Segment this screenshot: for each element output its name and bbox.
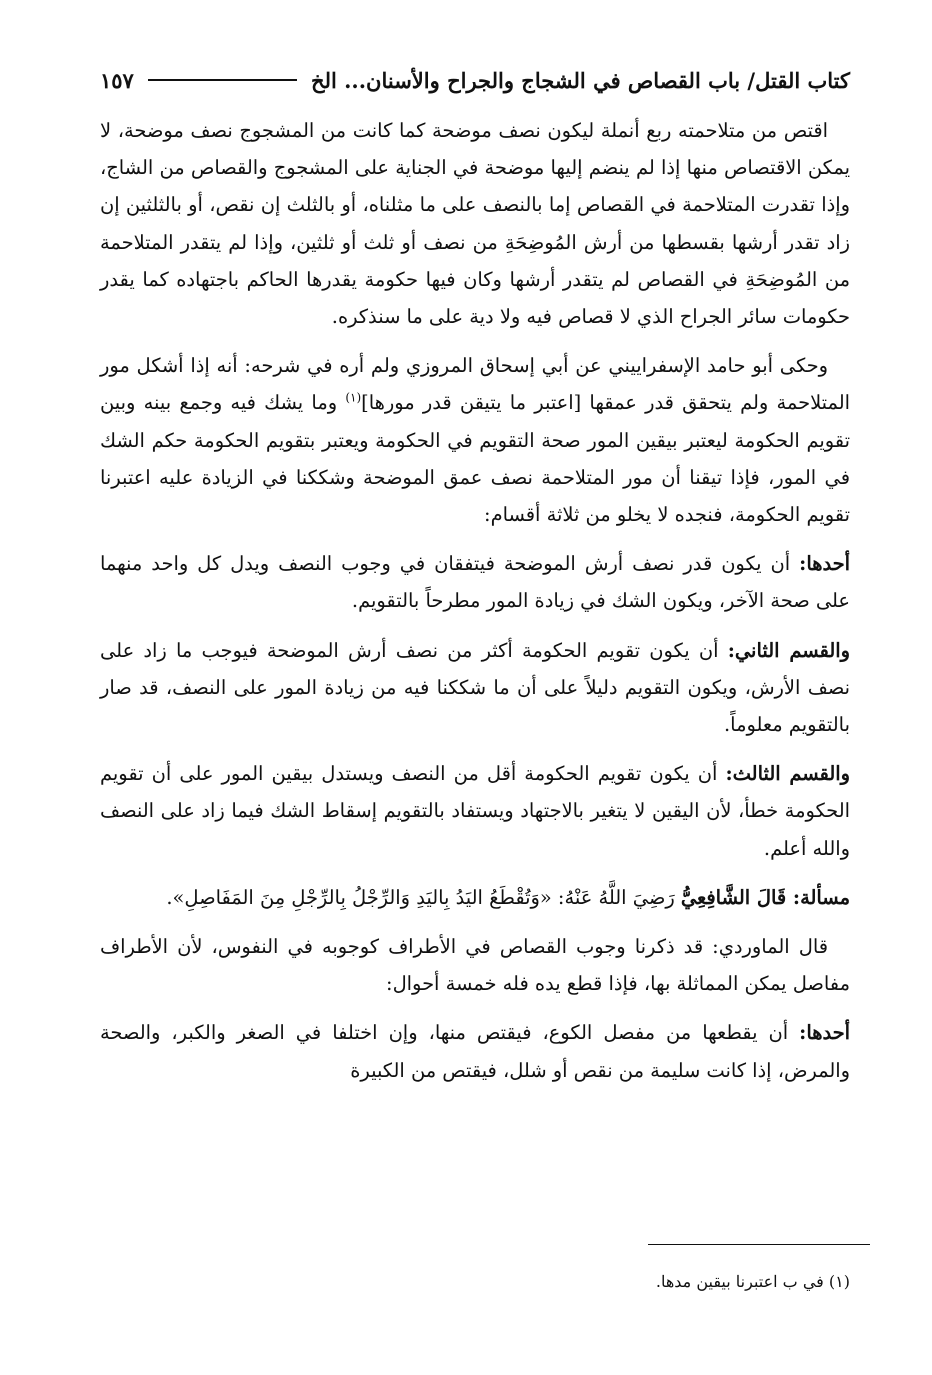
- paragraph-lead: أحدها:: [799, 552, 850, 576]
- paragraph-text: رَضِيَ اللَّهُ عَنْهُ: «وَتُقْطَعُ اليَدُ بِاليَدِ وَالرِّجْلُ بِالرِّجْلِ مِنَ المَفَاصِلِ».: [166, 885, 681, 909]
- footnote-marker: (١): [828, 1272, 850, 1291]
- paragraph-5: [100, 755, 850, 867]
- paragraph-text: أن يكون قدر نصف أرش الموضحة فيتفقان في وجوب النصف ويدل كل واحد منهما على صحة الآخر، ويكون الشك في زيادة المور مطرحاً بالتقويم.: [100, 552, 850, 613]
- paragraph-text: أن يقطعها من مفصل الكوع، فيقتص منها، وإن اختلفا في الصغر والكبر، والصحة والمرض، إذا كانت سليمة من نقص أو شلل، فيقتص من الكبيرة: [100, 1021, 850, 1082]
- header-title: كتاب القتل/ باب القصاص في الشجاج والجراح والأسنان... الخ: [311, 67, 850, 93]
- paragraph-3: [100, 545, 850, 619]
- running-header: [100, 60, 850, 100]
- paragraph-lead: أحدها:: [799, 1021, 850, 1045]
- paragraph-text: اقتص من متلاحمته ربع أنملة ليكون نصف موضحة كما كانت من المشجوج نصف موضحة، لا يمكن الاقتصاص منها إذا لم ينضم إليها موضحة في الجناية على المشجوج والقصاص من الشاج، وإذا تقدرت المتلاحمة في القصاص إما بالنصف على ما مثلناه، أو بالثلث إن نقص، أو بالثلثين إن زاد تقدر أرشها بقسطها من أرش المُوضِحَةِ من نصف أو ثلث أو ثلثين، وإذا لم يتقدر المتلاحمة من المُوضِحَةِ في القصاص لم يتقدر أرشها وكان فيها حكومة يقدرها الحاكم باجتهاده كما يقدر حكومات سائر الجراح الذي لا قصاص فيه ولا دية على ما سنذكره.: [100, 119, 850, 329]
- paragraph-text: وحكى أبو حامد الإسفراييني عن أبي إسحاق المروزي ولم أره في شرحه: أنه إذا أشكل مور المتلاحمة ولم يتحقق قدر عمقها [اعتبر ما يتيقن قدر مورها]: [100, 354, 851, 415]
- paragraph-8: [100, 1014, 850, 1088]
- paragraph-text: أن يكون تقويم الحكومة أكثر من نصف أرش الموضحة فيوجب ما زاد على نصف الأرش، ويكون التقويم دليلاً على أن ما شككنا فيه من زيادة المور على النصف، قد صار بالتقويم معلوماً.: [100, 638, 850, 737]
- main-text: [100, 112, 850, 1101]
- paragraph-lead: والقسم الثاني:: [727, 638, 850, 662]
- paragraph-text: وما يشك فيه وجمع بينه وبين تقويم الحكومة ليعتبر بيقين المور صحة التقويم في الحكومة ويعتبر بتقويم الحكومة حكم الشك في المور، فإذا تيقنا أن مور المتلاحمة نصف عمق الموضحة وشككنا في الزيادة عليه اعتبرنا تقويم الحكومة، فنجده لا يخلو من ثلاثة أقسام:: [100, 391, 850, 527]
- paragraph-2: [100, 347, 850, 533]
- page-number: ١٥٧: [100, 67, 134, 93]
- footnote: [100, 1268, 850, 1296]
- paragraph-lead: والقسم الثالث:: [725, 762, 850, 786]
- footnote-reference[interactable]: (١): [345, 390, 362, 405]
- paragraph-text: قال الماوردي: قد ذكرنا وجوب القصاص في الأطراف كوجوبه في النفوس، لأن الأطراف مفاصل يمكن المماثلة بها، فإذا قطع يده فله خمسة أحوال:: [100, 935, 850, 996]
- paragraph-lead: مسألة: قَالَ الشَّافِعِيُّ: [680, 885, 850, 909]
- header-rule: [148, 79, 297, 81]
- footnote-text: في ب اعتبرنا بيقين مدها.: [655, 1272, 824, 1291]
- paragraph-7: [100, 928, 850, 1002]
- paragraph-1: [100, 112, 850, 335]
- paragraph-4: [100, 632, 850, 744]
- masala-paragraph: [100, 879, 850, 916]
- paragraph-text: أن يكون تقويم الحكومة أقل من النصف ويستدل بيقين المور على أن تقويم الحكومة خطأ، لأن اليقين لا يتغير بالاجتهاد ويستفاد بالتقويم إسقاط الشك فيما زاد على النصف والله أعلم.: [100, 762, 850, 860]
- footnote-divider: [648, 1244, 870, 1245]
